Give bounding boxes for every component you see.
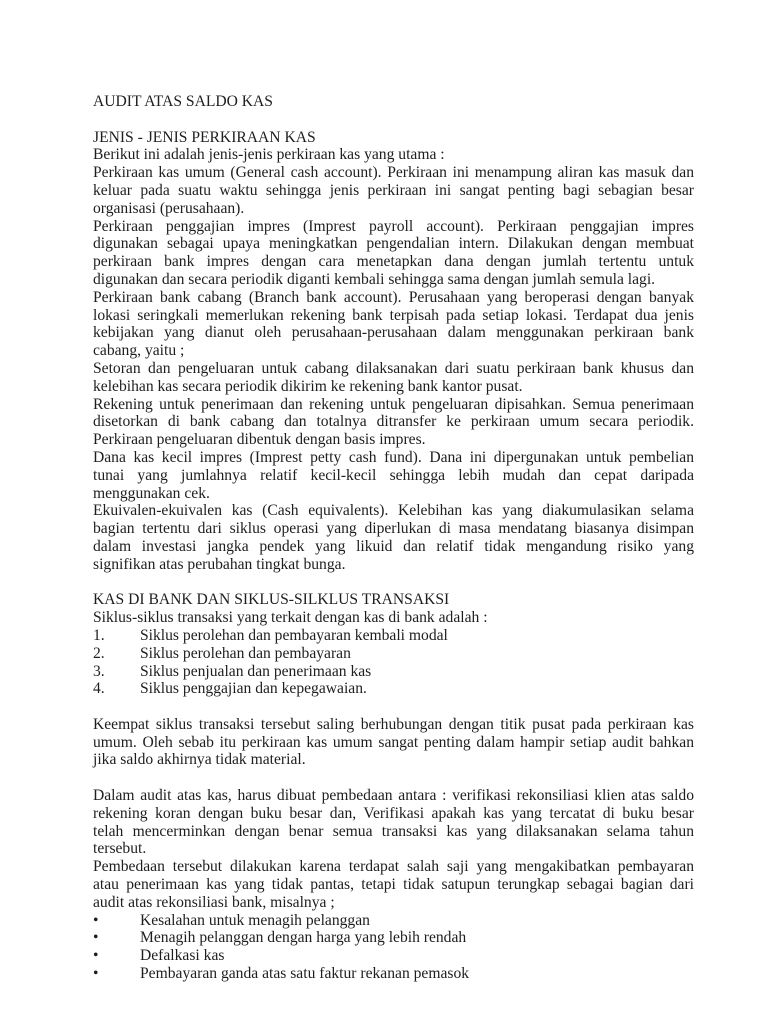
text-line: Keempat siklus transaksi tersebut saling berhubungan dengan titik pusat pada perkiraan kas: [93, 715, 694, 733]
document-page: [93, 93, 694, 983]
list-item-text: Siklus perolehan dan pembayaran: [140, 644, 351, 662]
text-line: Perkiraan bank cabang (Branch bank account). Perusahaan yang beroperasi dengan banyak: [93, 288, 694, 306]
numbered-list: [93, 627, 694, 698]
document-title: AUDIT ATAS SALDO KAS: [93, 93, 273, 110]
list-item-text: Kesalahan untuk menagih pelanggan: [140, 911, 370, 929]
text-line: organisasi (perusahaan).: [93, 199, 245, 217]
list-marker: 2.: [93, 644, 105, 662]
list-marker: •: [93, 929, 99, 947]
text-line: kelebihan kas secara periodik dikirim ke rekening bank kantor pusat.: [93, 377, 523, 395]
list-marker: 1.: [93, 626, 105, 644]
list-marker: 3.: [93, 662, 105, 680]
section-pembedaan-body: [93, 787, 694, 912]
list-item-text: Pembayaran ganda atas satu faktur rekanan pemasok: [140, 965, 470, 983]
section-heading-kas-di-bank: KAS DI BANK DAN SIKLUS-SILKLUS TRANSAKSI: [93, 591, 450, 609]
text-line: rekening koran dengan buku besar dan, Verifikasi apakah kas yang tercatat di buku besar: [93, 804, 694, 822]
text-line: signifikan atas perubahan tingkat bunga.: [93, 555, 346, 573]
text-line: Pembedaan tersebut dilakukan karena terdapat salah saji yang mengakibatkan pembayaran: [93, 858, 694, 876]
text-line: Setoran dan pengeluaran untuk cabang dilaksanakan dari suatu perkiraan bank khusus dan: [93, 359, 694, 377]
text-line: digunakan dan secara periodik diganti kembali sehingga sama dengan jumlah semula lagi.: [93, 270, 656, 288]
text-line: menggunakan cek.: [93, 484, 210, 502]
list-marker: •: [93, 947, 99, 965]
spacer: [93, 769, 694, 787]
list-item: [93, 965, 694, 983]
list-item-text: Menagih pelanggan dengan harga yang lebih rendah: [140, 929, 467, 947]
text-line: cabang, yaitu ;: [93, 342, 185, 360]
text-line: umum. Oleh sebab itu perkiraan kas umum sangat penting dalam hampir setiap audit bahkan: [93, 733, 694, 751]
list-item: [93, 663, 694, 681]
section-heading-jenis: JENIS - JENIS PERKIRAAN KAS: [93, 128, 316, 146]
text-line: tunai yang jumlahnya relatif kecil-kecil sehingga lebih mudah dan cepat daripada: [93, 466, 694, 484]
text-line: atau penerimaan kas yang tidak pantas, tetapi tidak satupun terungkap sebagai bagian dari: [93, 876, 694, 894]
text-line: Berikut ini adalah jenis-jenis perkiraan kas yang utama :: [93, 146, 445, 164]
paragraph: [93, 360, 694, 396]
list-item-text: Siklus penjualan dan penerimaan kas: [140, 662, 372, 680]
paragraph: [93, 289, 694, 360]
text-line: tersebut.: [93, 840, 147, 858]
text-line: Dana kas kecil impres (Imprest petty cash fund). Dana ini dipergunakan untuk pembelian: [93, 448, 694, 466]
paragraph: [93, 787, 694, 858]
list-item-text: Siklus perolehan dan pembayaran kembali modal: [140, 626, 448, 644]
text-line: Perkiraan pengeluaran dibentuk dengan basis impres.: [93, 431, 426, 449]
text-line: Rekening untuk penerimaan dan rekening untuk pengeluaran dipisahkan. Semua penerimaan: [93, 395, 694, 413]
paragraph-keempat: [93, 716, 694, 769]
text-line: lokasi seringkali memerlukan rekening bank terpisah pada setiap lokasi. Terdapat dua jenis: [93, 306, 694, 324]
text-line: telah mencerminkan dengan benar semua transaksi kas yang dilaksanakan selama tahun: [93, 822, 694, 840]
section-intro: Siklus-siklus transaksi yang terkait dengan kas di bank adalah :: [93, 609, 488, 627]
spacer: [93, 698, 694, 716]
paragraph: [93, 146, 694, 164]
list-item-text: Siklus penggajian dan kepegawaian.: [140, 680, 367, 698]
bullet-list: [93, 912, 694, 983]
list-item: [93, 947, 694, 965]
text-line: perkiraan bank impres dengan cara menetapkan dana dengan jumlah tertentu untuk: [93, 253, 694, 271]
text-line: Perkiraan penggajian impres (Imprest payroll account). Perkiraan penggajian impres: [93, 217, 694, 235]
section-jenis-body: [93, 146, 694, 573]
text-line: kebijakan yang dianut oleh perusahaan-perusahaan dalam menggunakan perkiraan bank: [93, 324, 694, 342]
list-marker: •: [93, 911, 99, 929]
text-line: digunakan sebagai upaya meningkatkan pengendalian intern. Dilakukan dengan membuat: [93, 235, 694, 253]
list-item: [93, 912, 694, 930]
list-item: [93, 627, 694, 645]
text-line: dalam investasi jangka pendek yang likuid dan relatif tidak mengandung risiko yang: [93, 537, 694, 555]
text-line: Perkiraan kas umum (General cash account). Perkiraan ini menampung aliran kas masuk dan: [93, 164, 694, 182]
paragraph: [93, 502, 694, 573]
text-line: bagian tertentu dari siklus operasi yang diperlukan di masa mendatang biasanya disimpan: [93, 520, 694, 538]
paragraph: [93, 218, 694, 289]
paragraph: [93, 396, 694, 449]
text-line: Dalam audit atas kas, harus dibuat pembedaan antara : verifikasi rekonsiliasi klien atas saldo: [93, 787, 694, 805]
list-item: [93, 645, 694, 663]
spacer: [93, 111, 694, 129]
text-line: keluar pada suatu waktu sehingga jenis perkiraan ini sangat penting bagi sebagian besar: [93, 181, 694, 199]
text-line: disetorkan di bank cabang dan totalnya ditransfer ke perkiraan umum secara periodik.: [93, 413, 694, 431]
list-item-text: Defalkasi kas: [140, 947, 225, 965]
text-line: audit atas rekonsiliasi bank, misalnya ;: [93, 893, 335, 911]
paragraph: [93, 164, 694, 217]
list-item: [93, 680, 694, 698]
list-marker: 4.: [93, 680, 105, 698]
spacer: [93, 574, 694, 592]
list-item: [93, 929, 694, 947]
paragraph: [93, 449, 694, 502]
paragraph: [93, 858, 694, 911]
paragraph: [93, 716, 694, 769]
list-marker: •: [93, 965, 99, 983]
text-line: jika saldo akhirnya tidak material.: [93, 751, 306, 769]
text-line: Ekuivalen-ekuivalen kas (Cash equivalents). Kelebihan kas yang diakumulasikan selama: [93, 502, 694, 520]
